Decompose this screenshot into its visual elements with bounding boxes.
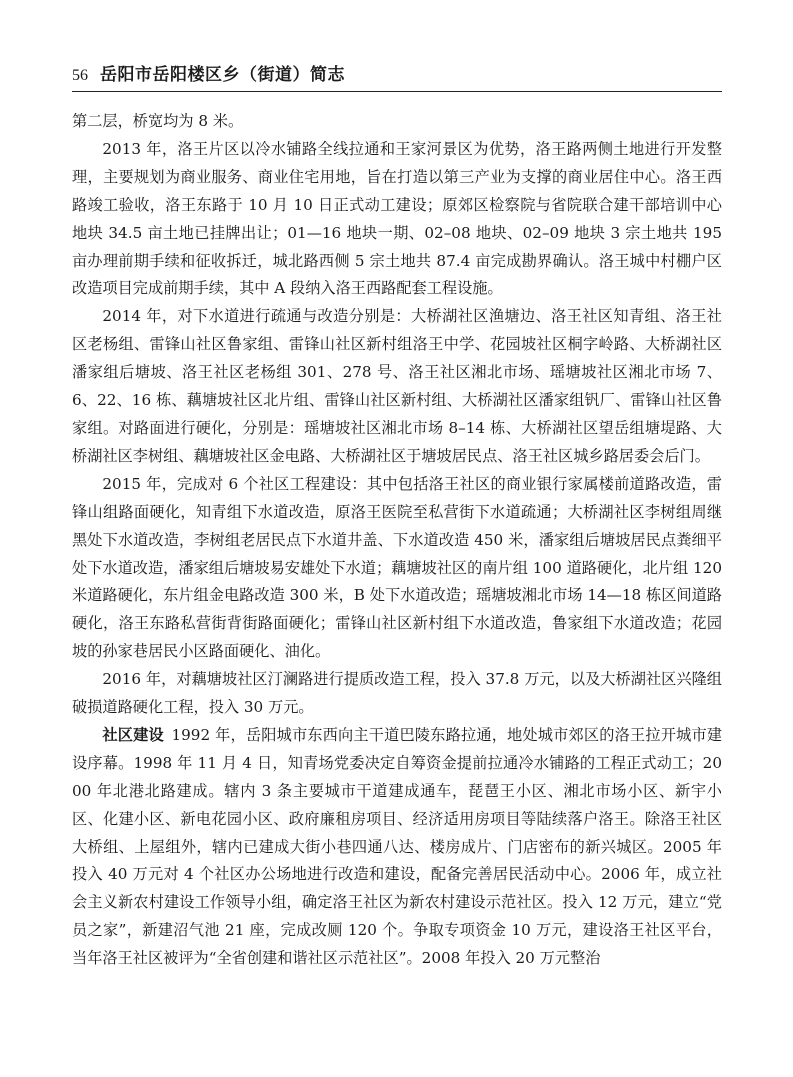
running-header (72, 60, 722, 92)
section-heading: 社区建设 (102, 725, 164, 744)
paragraph-5 (72, 666, 722, 722)
running-title: 岳阳市岳阳楼区乡（街道）简志 (100, 65, 345, 85)
paragraph-text: 2014 年，对下水道进行疏通与改造分别是：大桥湖社区渔塘边、洛王社区知青组、洛王社区老杨组、雷锋山社区鲁家组、雷锋山社区新村组洛王中学、花园坡社区桐字岭路、大桥湖社区潘家组后塘坡、洛王社区老杨组 301、278 号、洛王社区湘北市场、瑶塘坡社区湘北市场 7、6、22、16 栋、藕塘坡社区北片组、雷锋山社区新村组、大桥湖社区潘家组钒厂、雷锋山社区鲁家组。对路面进行硬化，分别是：瑶塘坡社区湘北市场 8–14 栋、大桥湖社区望岳组塘堤路、大桥湖社区李树组、藕塘坡社区金电路、大桥湖社区于塘坡居民点、洛王社区城乡路居委会后门。 (72, 307, 722, 465)
paragraph-2 (72, 136, 722, 303)
paragraph-text: 2015 年，完成对 6 个社区工程建设：其中包括洛王社区的商业银行家属楼前道路改造，雷锋山组路面硬化，知青组下水道改造，原洛王医院至私营街下水道疏通；大桥湖社区李树组周继黑处下水道改造，李树组老居民点下水道井盖、下水道改造 450 米，潘家组后塘坡居民点粪细平处下水道改造，潘家组后塘坡易安雄处下水道；藕塘坡社区的南片组 100 道路硬化，北片组 120 米道路硬化，东片组金电路改造 300 米，B 处下水道改造；瑶塘坡湘北市场 14—18 栋区间道路硬化，洛王东路私营街背街路面硬化；雷锋山社区新村组下水道改造，鲁家组下水道改造；花园坡的孙家巷居民小区路面硬化、油化。 (72, 474, 722, 661)
paragraph-text: 1992 年，岳阳城市东西向主干道巴陵东路拉通，地处城市郊区的洛王拉开城市建设序幕。1998 年 11 月 4 日，知青场党委决定自筹资金提前拉通冷水铺路的工程正式动工；2000 年北港北路建成。辖内 3 条主要城市干道建成通车，琵琶王小区、湘北市场小区、新宇小区、化建小区、新电花园小区、政府廉租房项目、经济适用房项目等陆续落户洛王。除洛王社区大桥组、上屋组外，辖内已建成大街小巷四通八达、楼房成片、门店密布的新兴城区。2005 年投入 40 万元对 4 个社区办公场地进行改造和建设，配备完善居民活动中心。2006 年，成立社会主义新农村建设工作领导小组，确定洛王社区为新农村建设示范社区。投入 12 万元，建立“党员之家”，新建沼气池 21 座，完成改厕 120 个。争取专项资金 10 万元，建设洛王社区平台，当年洛王社区被评为“全省创建和谐社区示范社区”。2008 年投入 20 万元整治 (72, 725, 723, 968)
document-page (72, 60, 722, 973)
paragraph-text: 2013 年，洛王片区以冷水铺路全线拉通和王家河景区为优势，洛王路两侧土地进行开发整理，主要规划为商业服务、商业住宅用地，旨在打造以第三产业为支撑的商业居住中心。洛王西路竣工验收，洛王东路于 10 月 10 日正式动工建设；原郊区检察院与省院联合建干部培训中心地块 34.5 亩土地已挂牌出让；01—16 地块一期、02–08 地块、02–09 地块 3 宗土地共 195 亩办理前期手续和征收拆迁，城北路西侧 5 宗土地共 87.4 亩完成勘界确认。洛王城中村棚户区改造项目完成前期手续，其中 A 段纳入洛王西路配套工程设施。 (72, 139, 722, 298)
paragraph-3 (72, 303, 722, 470)
body-text (72, 108, 722, 973)
paragraph-1 (72, 108, 722, 136)
paragraph-4 (72, 471, 722, 666)
paragraph-text: 第二层，桥宽均为 8 米。 (72, 112, 244, 130)
paragraph-6 (72, 722, 722, 973)
paragraph-text: 2016 年，对藕塘坡社区汀澜路进行提质改造工程，投入 37.8 万元，以及大桥湖社区兴隆组破损道路硬化工程，投入 30 万元。 (72, 670, 722, 717)
page-number: 56 (72, 67, 88, 84)
